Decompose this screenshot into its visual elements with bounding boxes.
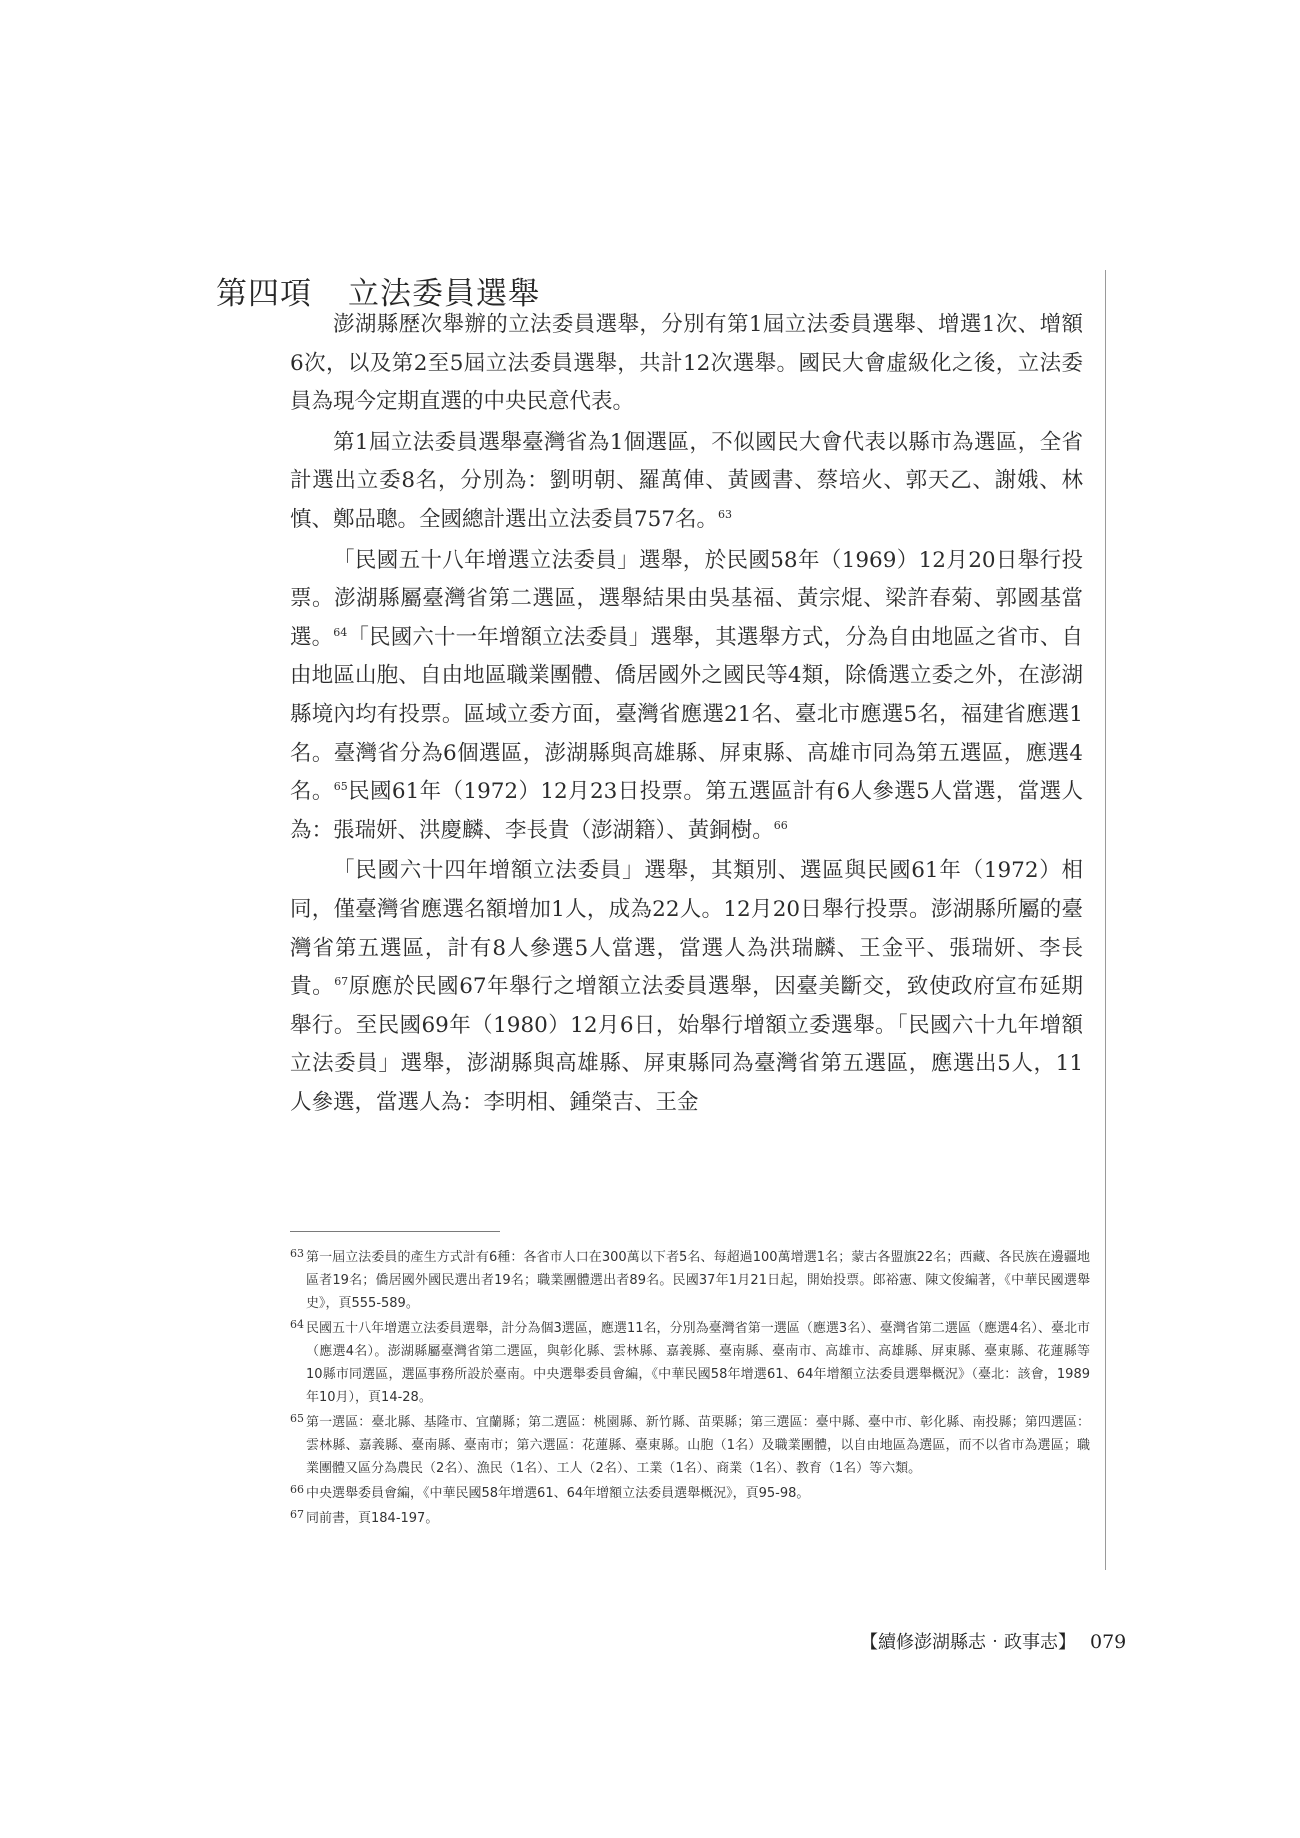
margin-rule bbox=[1105, 270, 1106, 1570]
footnote-ref: 67 bbox=[334, 974, 349, 988]
text-run: 第1屆立法委員選舉臺灣省為1個選區，不似國民大會代表以縣市為選區，全省計選出立委8名，分別為：劉明朝、羅萬俥、黃國書、蔡培火、郭天乙、謝娥、林慎、鄭品聰。全國總計選出立法委員757名。 bbox=[290, 429, 1083, 532]
footnote-number: 65 bbox=[290, 1412, 304, 1425]
footnotes bbox=[290, 1246, 1090, 1532]
footnote-ref: 66 bbox=[773, 818, 788, 832]
text-run: 澎湖縣歷次舉辦的立法委員選舉，分別有第1屆立法委員選舉、增選1次、增額6次，以及第2至5屆立法委員選舉，共計12次選舉。國民大會虛級化之後，立法委員為現今定期直選的中央民意代表。 bbox=[290, 312, 1083, 415]
footnote bbox=[290, 1482, 1090, 1505]
footnote bbox=[290, 1317, 1090, 1409]
footnote bbox=[290, 1411, 1090, 1480]
footnote-text: 第一屆立法委員的產生方式計有6種：各省市人口在300萬以下者5名、每超過100萬增選1名；蒙古各盟旗22名；西藏、各民族在邊疆地區者19名；僑居國外國民選出者19名；職業團體選出者89名。民國37年1月21日起，開始投票。郎裕憲、陳文俊編著，《中華民國選舉史》，頁555-589。 bbox=[306, 1250, 1090, 1311]
body-paragraph bbox=[290, 306, 1083, 422]
footnote-ref: 65 bbox=[333, 779, 348, 793]
body-paragraph bbox=[290, 424, 1083, 540]
footnote-number: 64 bbox=[290, 1318, 304, 1331]
text-run: 原應於民國67年舉行之增額立法委員選舉，因臺美斷交，致使政府宣布延期舉行。至民國69年（1980）12月6日，始舉行增額立委選舉。「民國六十九年增額立法委員」選舉，澎湖縣與高雄縣、屏東縣同為臺灣省第五選區，應選出5人，11人參選，當選人為：李明相、鍾榮吉、王金 bbox=[290, 974, 1083, 1115]
footnote-number: 66 bbox=[290, 1483, 304, 1496]
body-paragraph bbox=[290, 542, 1083, 851]
footnote-ref: 64 bbox=[333, 625, 348, 639]
footnote-ref: 63 bbox=[718, 507, 733, 521]
footnote-number: 63 bbox=[290, 1247, 304, 1260]
text-run: 「民國六十一年增額立法委員」選舉，其選舉方式，分為自由地區之省市、自由地區山胞、自由地區職業團體、僑居國外之國民等4類，除僑選立委之外，在澎湖縣境內均有投票。區域立委方面，臺灣省應選21名、臺北市應選5名，福建省應選1名。臺灣省分為6個選區，澎湖縣與高雄縣、屏東縣、高雄市同為第五選區，應選4名。 bbox=[290, 624, 1083, 805]
footnote-text: 同前書，頁184-197。 bbox=[306, 1511, 439, 1526]
footnote bbox=[290, 1246, 1090, 1315]
body-paragraph bbox=[290, 852, 1083, 1122]
footnote-text: 中央選舉委員會編，《中華民國58年增選61、64年增額立法委員選舉概況》，頁95-98。 bbox=[306, 1486, 810, 1501]
footnote-text: 民國五十八年增選立法委員選舉，計分為個3選區，應選11名，分別為臺灣省第一選區（應選3名）、臺灣省第二選區（應選4名）、臺北市（應選4名）。澎湖縣屬臺灣省第二選區，與彰化縣、雲林縣、嘉義縣、臺南縣、臺南市、高雄市、高雄縣、屏東縣、臺東縣、花蓮縣等10縣市同選區，選區事務所設於臺南。中央選舉委員會編，《中華民國58年增選61、64年增額立法委員選舉概況》（臺北：該會，1989年10月），頁14-28。 bbox=[306, 1321, 1090, 1405]
footnote-number: 67 bbox=[290, 1508, 304, 1521]
text-run: 「民國五十八年增選立法委員」選舉，於民國58年（1969）12月20日舉行投票。澎湖縣屬臺灣省第二選區，選舉結果由吳基福、黃宗焜、梁許春菊、郭國基當選。 bbox=[290, 547, 1083, 650]
text-run: 「民國六十四年增額立法委員」選舉，其類別、選區與民國61年（1972）相同，僅臺灣省應選名額增加1人，成為22人。12月20日舉行投票。澎湖縣所屬的臺灣省第五選區，計有8人參選5人當選，當選人為洪瑞麟、王金平、張瑞妍、李長貴。 bbox=[290, 858, 1083, 1000]
text-run: 民國61年（1972）12月23日投票。第五選區計有6人參選5人當選，當選人為：張瑞妍、洪慶麟、李長貴（澎湖籍）、黃銅樹。 bbox=[290, 779, 1083, 843]
footnote bbox=[290, 1507, 1090, 1530]
body-text bbox=[290, 306, 1083, 1124]
section-label: 第四項 bbox=[216, 276, 312, 312]
book-title: 【續修澎湖縣志‧政事志】 bbox=[860, 1632, 1076, 1653]
footnote-text: 第一選區：臺北縣、基隆市、宜蘭縣；第二選區：桃園縣、新竹縣、苗栗縣；第三選區：臺中縣、臺中市、彰化縣、南投縣；第四選區：雲林縣、嘉義縣、臺南縣、臺南市；第六選區：花蓮縣、臺東縣。山胞（1名）及職業團體，以自由地區為選區，而不以省市為選區；職業團體又區分為農民（2名）、漁民（1名）、工人（2名）、工業（1名）、商業（1名）、教育（1名）等六類。 bbox=[306, 1415, 1090, 1476]
page-number: 079 bbox=[1090, 1631, 1127, 1653]
footnote-separator bbox=[290, 1231, 500, 1232]
page-footer bbox=[860, 1628, 1126, 1654]
section-title: 立法委員選舉 bbox=[348, 276, 540, 312]
